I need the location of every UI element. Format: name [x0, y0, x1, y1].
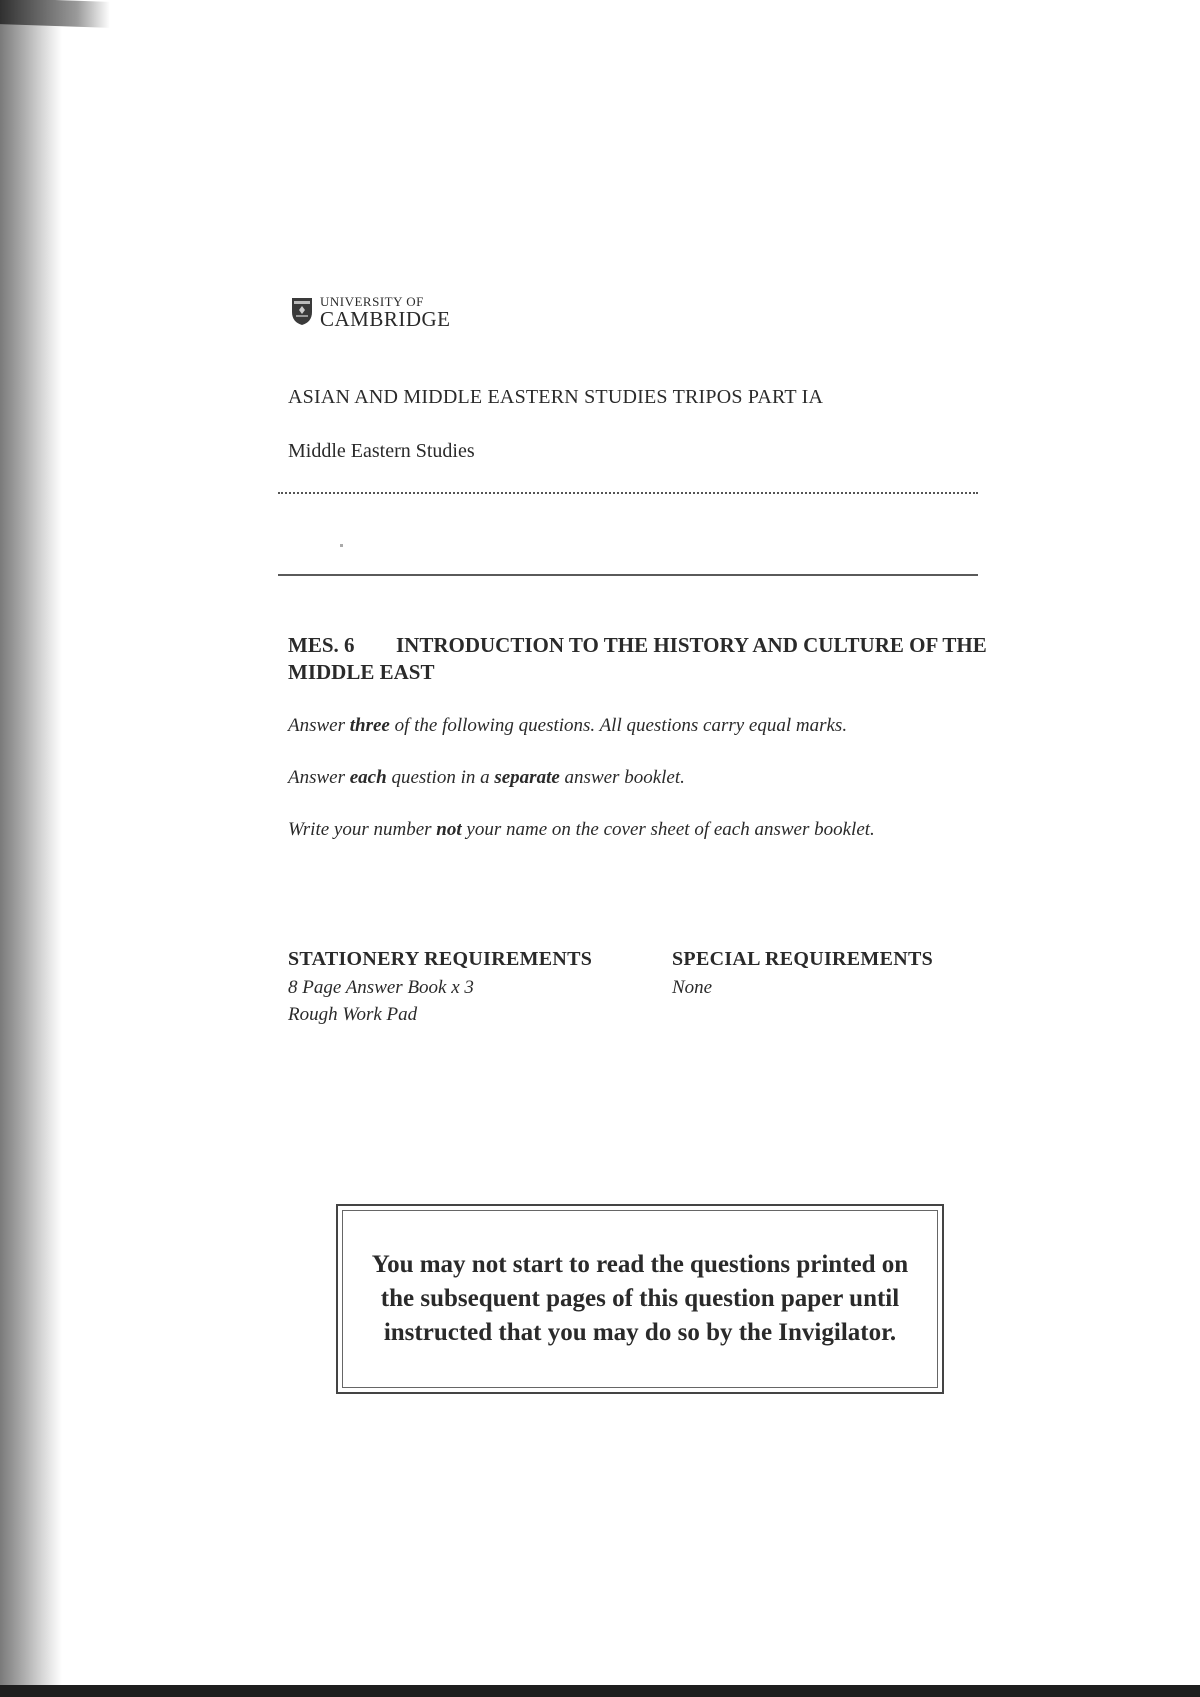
scan-shadow: [0, 0, 62, 1697]
divider-dotted: [278, 492, 978, 494]
stationery-list: [288, 974, 474, 1028]
notice-box: [336, 1204, 944, 1394]
notice-text: You may not start to read the questions printed on the subsequent pages of this question paper until instructed that you may do so by the Invigilator.: [371, 1251, 909, 1346]
stationery-heading: STATIONERY REQUIREMENTS: [288, 948, 593, 970]
special-item: None: [672, 977, 713, 998]
divider-solid: [278, 574, 978, 576]
crest-icon: [290, 296, 314, 326]
notice-inner-border: [342, 1210, 938, 1388]
special-heading: SPECIAL REQUIREMENTS: [672, 948, 934, 970]
institution-line1: UNIVERSITY OF: [320, 294, 424, 309]
scan-speck: [340, 544, 343, 547]
scan-edge-bottom: [0, 1685, 1200, 1697]
instruction-1: Answer three of the following questions. All questions carry equal marks.: [288, 715, 848, 736]
paper-title: [288, 632, 988, 686]
tripos-title: ASIAN AND MIDDLE EASTERN STUDIES TRIPOS PART IA: [288, 386, 824, 408]
instruction-2: Answer each question in a separate answer booklet.: [288, 767, 685, 788]
stationery-item: 8 Page Answer Book x 3: [288, 977, 474, 998]
scan-edge-top: [0, 0, 110, 28]
paper-code: MES. 6: [288, 633, 355, 657]
subject-title: Middle Eastern Studies: [288, 440, 475, 462]
university-logo: [290, 294, 510, 334]
stationery-item: Rough Work Pad: [288, 1004, 418, 1025]
special-list: [672, 974, 712, 1001]
instruction-3: Write your number not your name on the cover sheet of each answer booklet.: [288, 819, 875, 840]
paper-name: INTRODUCTION TO THE HISTORY AND CULTURE OF THE MIDDLE EAST: [288, 633, 987, 684]
institution-line2: CAMBRIDGE: [320, 307, 451, 331]
